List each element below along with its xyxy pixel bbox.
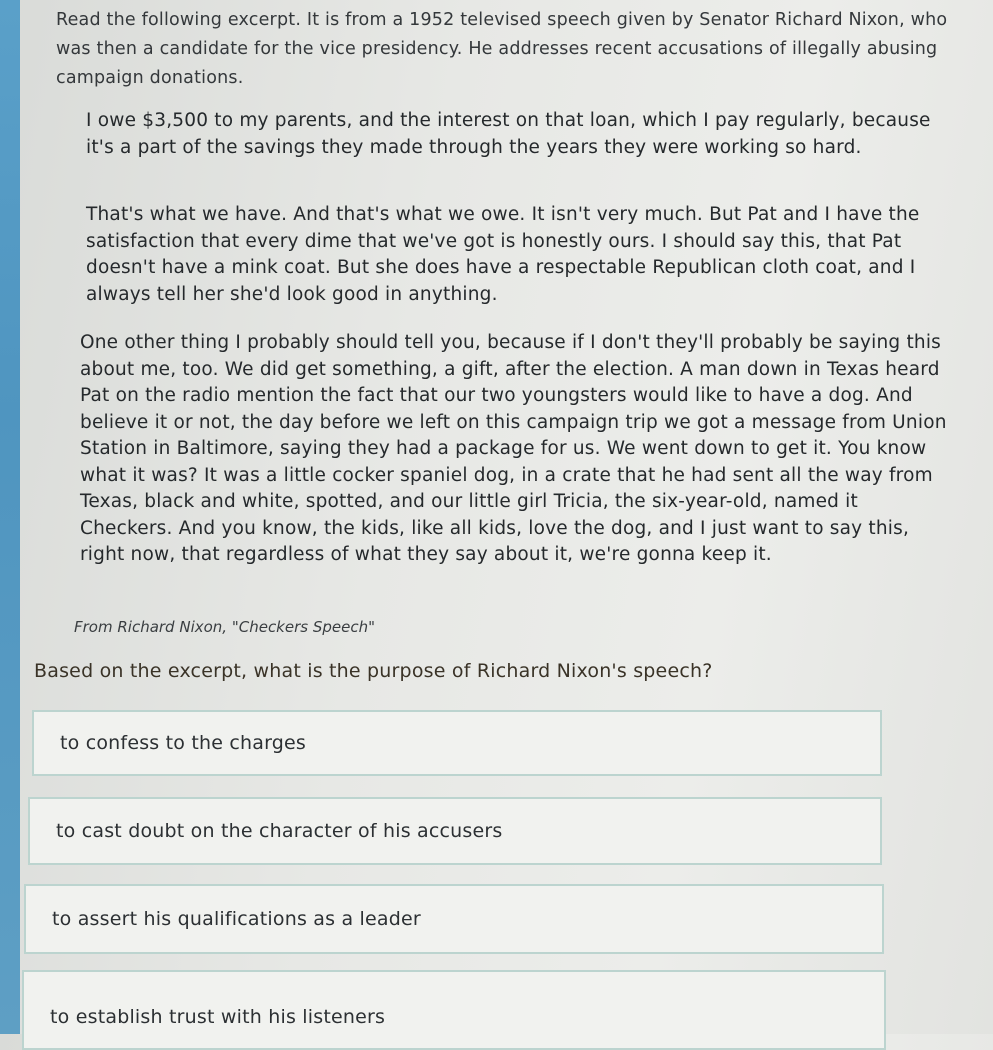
answer-option-label: to establish trust with his listeners <box>50 1006 386 1028</box>
answer-option-3[interactable] <box>24 884 884 954</box>
answer-option-1[interactable] <box>32 710 882 776</box>
answer-option-2[interactable] <box>28 797 882 865</box>
passage-paragraph-2: That's what we have. And that's what we owe. It isn't very much. But Pat and I have the satisfaction that every dime that we've got is honestly ours. I should say this, that Pat doesn't have a mink coat. But she does have a respectable Republican cloth coat, and I always tell her she'd look good in anything. <box>86 204 920 305</box>
answer-option-label: to cast doubt on the character of his accusers <box>56 820 503 842</box>
answer-option-label: to confess to the charges <box>60 732 307 754</box>
answer-option-label: to assert his qualifications as a leader <box>52 908 421 930</box>
source-citation: From Richard Nixon, "Checkers Speech" <box>74 618 376 636</box>
passage-paragraph-1: I owe $3,500 to my parents, and the interest on that loan, which I pay regularly, because it's a part of the savings they made through the years they were working so hard. <box>86 110 931 158</box>
intro-text: Read the following excerpt. It is from a 1952 televised speech given by Senator Richard Nixon, who was then a candidate for the vice presidency. He addresses recent accusations of illegally abusing campaign donations. <box>56 10 948 88</box>
question-prompt: Based on the excerpt, what is the purpose of Richard Nixon's speech? <box>34 660 713 682</box>
passage-paragraph-3: One other thing I probably should tell you, because if I don't they'll probably be saying this about me, too. We did get something, a gift, after the election. A man down in Texas heard Pat on the radio mention the fact that our two youngsters would like to have a dog. And believe it or not, the day before we left on this campaign trip we got a message from Union Station in Baltimore, saying they had a package for us. We went down to get it. You know what it was? It was a little cocker spaniel dog, in a crate that he had sent all the way from Texas, black and white, spotted, and our little girl Tricia, the six-year-old, named it Checkers. And you know, the kids, like all kids, love the dog, and I just want to say this, right now, that regardless of what they say about it, we're gonna keep it. <box>80 332 947 565</box>
answer-option-4[interactable] <box>22 970 886 1050</box>
